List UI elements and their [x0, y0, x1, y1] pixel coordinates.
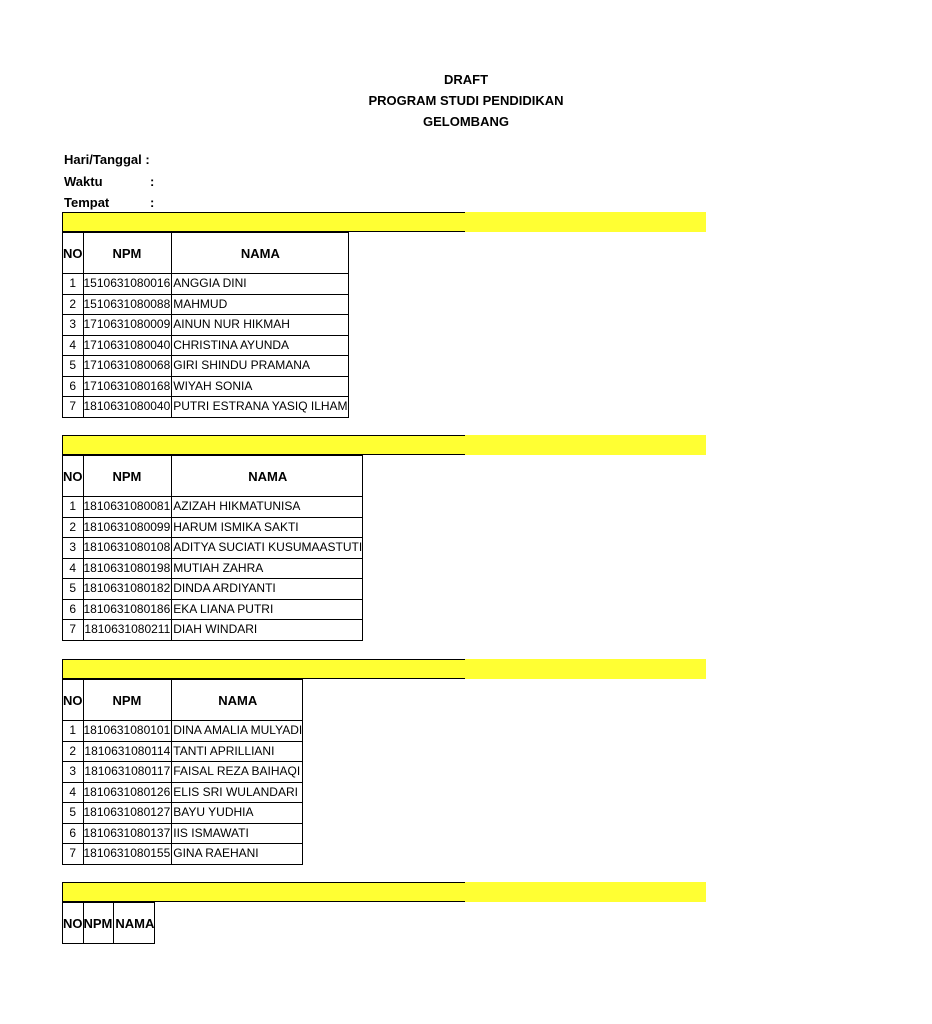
- group-header-border: [62, 882, 465, 902]
- cell-nama: GIRI SHINDU PRAMANA: [172, 356, 348, 377]
- table-row: [63, 741, 303, 762]
- meta-tempat: [64, 195, 154, 211]
- table-row: [63, 538, 363, 559]
- cell-npm: 1710631080009: [83, 315, 172, 336]
- table-row: [63, 376, 349, 397]
- cell-no: 1: [63, 274, 84, 295]
- doc-title-line-2: PROGRAM STUDI PENDIDIKAN: [368, 93, 564, 108]
- student-table: [62, 902, 155, 944]
- meta-tempat-colon: :: [150, 195, 155, 210]
- student-table: [62, 455, 363, 641]
- cell-nama: ANGGIA DINI: [172, 274, 348, 295]
- cell-npm: 1810631080108: [83, 538, 172, 559]
- cell-nama: FAISAL REZA BAIHAQI: [172, 762, 303, 783]
- table-row: [63, 397, 349, 418]
- table-row: [63, 315, 349, 336]
- cell-no: 2: [63, 294, 84, 315]
- cell-no: 2: [63, 517, 84, 538]
- cell-no: 5: [63, 356, 84, 377]
- student-table: [62, 679, 303, 865]
- cell-no: 6: [63, 376, 84, 397]
- cell-npm: 1510631080088: [83, 294, 172, 315]
- cell-no: 4: [63, 335, 84, 356]
- cell-npm: 1810631080114: [83, 741, 172, 762]
- cell-nama: AINUN NUR HIKMAH: [172, 315, 348, 336]
- cell-npm: 1810631080127: [83, 803, 172, 824]
- cell-no: 6: [63, 599, 84, 620]
- column-header-no: NO: [63, 903, 84, 944]
- table-row: [63, 294, 349, 315]
- cell-nama: ELIS SRI WULANDARI: [172, 782, 303, 803]
- meta-waktu: [64, 174, 154, 190]
- column-header-nama: NAMA: [172, 680, 303, 721]
- cell-nama: IIS ISMAWATI: [172, 823, 303, 844]
- table-row: [63, 823, 303, 844]
- cell-no: 7: [63, 844, 84, 865]
- column-header-npm: NPM: [83, 903, 114, 944]
- cell-npm: 1810631080186: [83, 599, 172, 620]
- group-header-border: [62, 212, 465, 232]
- cell-npm: 1810631080137: [83, 823, 172, 844]
- column-header-nama: NAMA: [172, 456, 363, 497]
- column-header-npm: NPM: [83, 456, 172, 497]
- cell-no: 7: [63, 397, 84, 418]
- cell-no: 1: [63, 497, 84, 518]
- table-row: [63, 579, 363, 600]
- cell-npm: 1510631080016: [83, 274, 172, 295]
- meta-hari-label: Hari/Tanggal :: [64, 152, 150, 167]
- cell-nama: TANTI APRILLIANI: [172, 741, 303, 762]
- cell-nama: DIAH WINDARI: [172, 620, 363, 641]
- cell-nama: MAHMUD: [172, 294, 348, 315]
- cell-no: 3: [63, 762, 84, 783]
- cell-npm: 1810631080155: [83, 844, 172, 865]
- cell-no: 1: [63, 721, 84, 742]
- student-table: [62, 232, 349, 418]
- table-row: [63, 844, 303, 865]
- column-header-nama: NAMA: [114, 903, 155, 944]
- cell-nama: PUTRI ESTRANA YASIQ ILHAM: [172, 397, 348, 418]
- cell-no: 4: [63, 558, 84, 579]
- meta-tempat-label: Tempat: [64, 195, 110, 210]
- cell-nama: HARUM ISMIKA SAKTI: [172, 517, 363, 538]
- cell-nama: MUTIAH ZAHRA: [172, 558, 363, 579]
- cell-nama: GINA RAEHANI: [172, 844, 303, 865]
- cell-npm: 1710631080168: [83, 376, 172, 397]
- cell-npm: 1710631080040: [83, 335, 172, 356]
- column-header-nama: NAMA: [172, 233, 348, 274]
- table-row: [63, 335, 349, 356]
- cell-no: 3: [63, 315, 84, 336]
- cell-nama: EKA LIANA PUTRI: [172, 599, 363, 620]
- cell-npm: 1810631080182: [83, 579, 172, 600]
- meta-hari: [64, 152, 150, 168]
- column-header-no: NO: [63, 680, 84, 721]
- doc-title-line-1: DRAFT: [443, 72, 489, 87]
- table-header-row: [63, 903, 155, 944]
- cell-npm: 1810631080211: [83, 620, 172, 641]
- table-header-row: [63, 680, 303, 721]
- cell-nama: DINDA ARDIYANTI: [172, 579, 363, 600]
- cell-no: 5: [63, 803, 84, 824]
- table-row: [63, 762, 303, 783]
- title-clip: [0, 0, 564, 140]
- table-row: [63, 803, 303, 824]
- column-header-no: NO: [63, 233, 84, 274]
- doc-title-line-3: GELOMBANG: [423, 114, 509, 129]
- column-header-npm: NPM: [83, 680, 172, 721]
- table-row: [63, 274, 349, 295]
- table-header-row: [63, 456, 363, 497]
- cell-no: 4: [63, 782, 84, 803]
- table-row: [63, 599, 363, 620]
- cell-no: 6: [63, 823, 84, 844]
- table-row: [63, 497, 363, 518]
- meta-waktu-colon: :: [150, 174, 155, 189]
- cell-npm: 1810631080101: [83, 721, 172, 742]
- cell-npm: 1810631080126: [83, 782, 172, 803]
- cell-nama: DINA AMALIA MULYADI: [172, 721, 303, 742]
- cell-npm: 1810631080198: [83, 558, 172, 579]
- cell-no: 3: [63, 538, 84, 559]
- group-header-border: [62, 659, 465, 679]
- column-header-npm: NPM: [83, 233, 172, 274]
- table-row: [63, 721, 303, 742]
- column-header-no: NO: [63, 456, 84, 497]
- table-row: [63, 356, 349, 377]
- table-row: [63, 782, 303, 803]
- cell-nama: CHRISTINA AYUNDA: [172, 335, 348, 356]
- cell-nama: ADITYA SUCIATI KUSUMAASTUTI: [172, 538, 363, 559]
- cell-nama: WIYAH SONIA: [172, 376, 348, 397]
- cell-npm: 1810631080081: [83, 497, 172, 518]
- cell-no: 7: [63, 620, 84, 641]
- cell-nama: BAYU YUDHIA: [172, 803, 303, 824]
- table-row: [63, 620, 363, 641]
- cell-no: 5: [63, 579, 84, 600]
- group-header-border: [62, 435, 465, 455]
- table-row: [63, 558, 363, 579]
- table-header-row: [63, 233, 349, 274]
- cell-npm: 1710631080068: [83, 356, 172, 377]
- cell-npm: 1810631080040: [83, 397, 172, 418]
- table-row: [63, 517, 363, 538]
- cell-nama: AZIZAH HIKMATUNISA: [172, 497, 363, 518]
- cell-no: 2: [63, 741, 84, 762]
- meta-waktu-label: Waktu: [64, 174, 103, 189]
- cell-npm: 1810631080117: [83, 762, 172, 783]
- cell-npm: 1810631080099: [83, 517, 172, 538]
